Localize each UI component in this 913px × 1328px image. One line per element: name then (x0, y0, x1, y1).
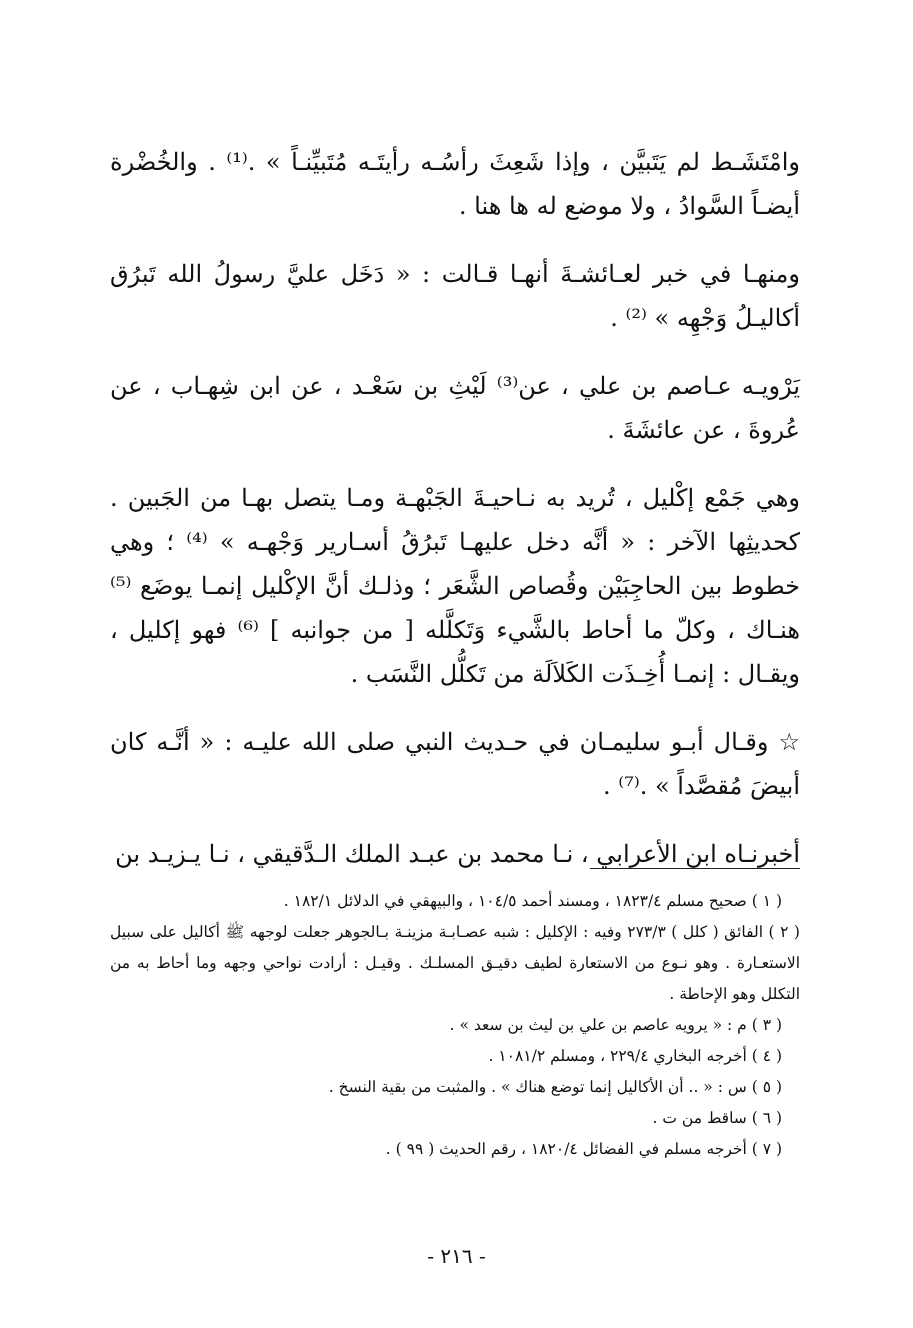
paragraph-5: ☆ وقـال أبـو سليمـان في حـديث النبي صلى الله عليـه : « أنَّـه كان أبيضَ مُقصَّداً » .⁽⁷⁾ . (110, 728, 801, 800)
paragraph-3: يَرْويـه عـاصم بن علي ، عن⁽³⁾ لَيْثِ بن سَعْـد ، عن ابن شِهـاب ، عن عُروةَ ، عن عائشَةَ . (110, 372, 801, 444)
footnote-7: ( ٧ ) أخرجه مسلم في الفضائل ١٨٢٠/٤ ، رقم الحديث ( ٩٩ ) . (385, 1140, 782, 1158)
footnote-separator (590, 868, 800, 869)
footnote-2: ( ٢ ) الفائق ( كلل ) ٢٧٣/٣ وفيه : الإكليل : شبه عصـابـة مزينـة بـالجوهر جعلت لوجهه ﷺ أكاليل على سبيل الاستعـارة . وهو نـوع من الاستعارة لطيف دقيـق المسلـك . وقيـل : أرادت نواحي وجهه وما أحاط به من التكلل وهو الإحاطة . (110, 923, 800, 1003)
page-number: - ٢١٦ - (427, 1244, 486, 1268)
paragraph-6: أخبرنـاه ابن الأعرابي ، نـا محمد بن عبـد الملك الـدَّقيقي ، نـا يـزيـد بن (115, 840, 800, 868)
paragraph-1: وامْتَشَـط لم يَتَبيَّن ، وإذا شَعِثَ رأسُـه رأيتَـه مُتَبيِّنـاً » .⁽¹⁾ . والخُضْرة أيضـاً السَّوادُ ، ولا موضع له ها هنا . (110, 148, 800, 220)
footnote-6: ( ٦ ) ساقط من ت . (652, 1109, 782, 1127)
footnote-3: ( ٣ ) م : « يرويه عاصم بن علي بن ليث بن سعد » . (449, 1016, 782, 1034)
main-text (110, 140, 800, 876)
footnotes (110, 886, 800, 1165)
footnote-4: ( ٤ ) أخرجه البخاري ٢٢٩/٤ ، ومسلم ١٠٨١/٢ . (488, 1047, 782, 1065)
paragraph-4: وهي جَمْع إكْليل ، تُريد به نـاحيـةَ الجَبْهـة ومـا يتصل بهـا من الجَبين . كحديثِها الآخر : « أنَّه دخل عليهـا تَبرُقُ أسـارير وَجْهـه » ⁽⁴⁾ ؛ وهي خطوط بين الحاجِبَيْن وقُصاص الشَّعَر ؛ وذلـك أنَّ الإكْليل إنمـا يوضَع ⁽⁵⁾ هنـاك ، وكلّ ما أحاط بالشَّيء وَتَكلَّله [ من جوانبه ] ⁽⁶⁾ فهو إكليل ، ويقـال : إنمـا أُخِـذَت الكَلاَلَة من تَكلُّل النَّسَب . (110, 484, 801, 688)
paragraph-2: ومنهـا في خبر لعـائشـةَ أنهـا قـالت : « دَخَل عليَّ رسولُ الله تَبرُق أكاليـلُ وَجْهِه » ⁽²⁾ . (110, 260, 800, 332)
footnote-5: ( ٥ ) س : « .. أن الأكاليل إنما توضع هناك » . والمثبت من بقية النسخ . (328, 1078, 782, 1096)
footnote-1: ( ١ ) صحيح مسلم ١٨٢٣/٤ ، ومسند أحمد ١٠٤/٥ ، والبيهقي في الدلائل ١٨٢/١ . (283, 892, 782, 910)
